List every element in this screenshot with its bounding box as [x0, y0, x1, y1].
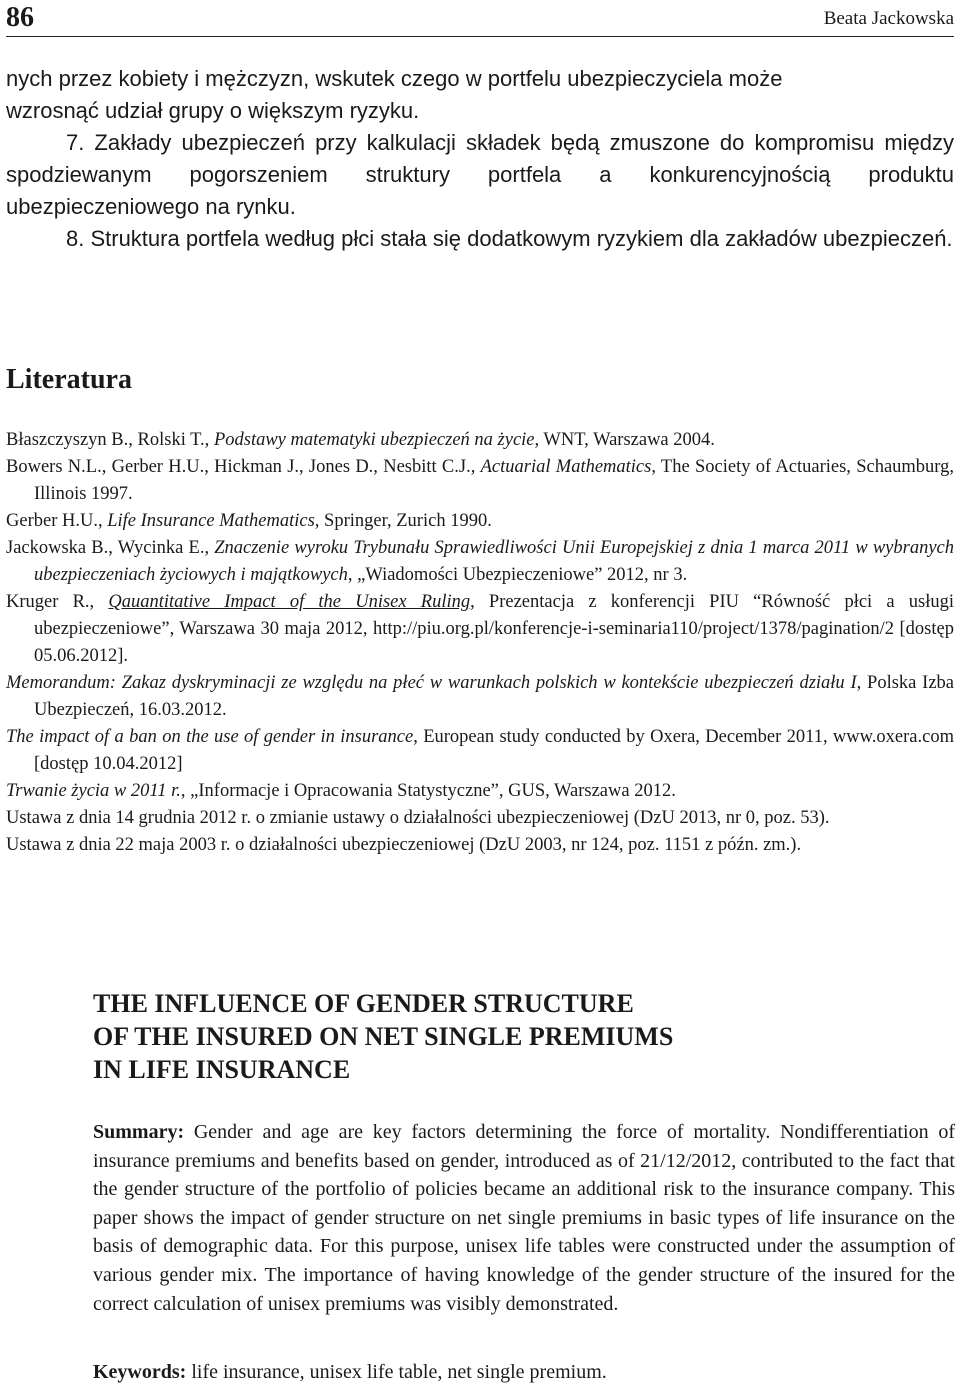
- keywords-line: [93, 1358, 607, 1386]
- summary-label: Summary:: [93, 1121, 185, 1143]
- running-header: [6, 0, 954, 37]
- reference-item: Bowers N.L., Gerber H.U., Hickman J., Jones D., Nesbitt C.J., Actuarial Mathematics, The Society of Actuaries, Schaumburg, Illinois 1997.: [6, 457, 954, 504]
- reference-list: [6, 427, 954, 859]
- running-author: Beata Jackowska: [823, 8, 954, 29]
- english-title-line: IN LIFE INSURANCE: [93, 1055, 351, 1084]
- reference-item: Kruger R., Qauantitative Impact of the Unisex Ruling, Prezentacja z konferencji PIU “Równość płci a usługi ubezpieczeniowe”, Warszawa 30 maja 2012, http://piu.org.pl/konferencje-i-seminaria110/project/1378/pagination/2 [dostęp 05.06.2012].: [6, 592, 954, 666]
- list-item-8: 8. Struktura portfela według płci stała się dodatkowym ryzykiem dla zakładów ubezpieczeń.: [66, 226, 953, 251]
- reference-item: Ustawa z dnia 22 maja 2003 r. o działalności ubezpieczeniowej (DzU 2003, nr 124, poz. 1151 z późn. zm.).: [6, 835, 802, 855]
- reference-item: The impact of a ban on the use of gender in insurance, European study conducted by Oxera, December 2011, www.oxera.com [dostęp 10.04.2012]: [6, 727, 954, 774]
- reference-item: Jackowska B., Wycinka E., Znaczenie wyroku Trybunału Sprawiedliwości Unii Europejskiej z dnia 1 marca 2011 w wybranych ubezpieczeniach życiowych i majątkowych, „Wiadomości Ubezpieczeniowe” 2012, nr 3.: [6, 538, 954, 585]
- english-title-line: THE INFLUENCE OF GENDER STRUCTURE: [93, 989, 634, 1018]
- summary-text: Gender and age are key factors determining the force of mortality. Nondifferentiation of insurance premiums and benefits based on gender, introduced as of 21/12/2012, contributed to the fact that the gender structure of the portfolio of policies became an additional risk to the insurance company. This paper shows the impact of gender structure on net single premiums in basic types of life insurance on the basis of demographic data. For this purpose, unisex life tables were constructed under the assumption of various gender mix. The importance of having knowledge of the gender structure of the insured for the correct calculation of unisex premiums was visibly demonstrated.: [93, 1121, 955, 1315]
- summary-paragraph: [93, 1118, 955, 1318]
- reference-item: Memorandum: Zakaz dyskryminacji ze względu na płeć w warunkach polskich w kontekście ubezpieczeń działu I, Polska Izba Ubezpieczeń, 16.03.2012.: [6, 673, 954, 720]
- paragraph-line: wzrosnąć udział grupy o większym ryzyku.: [6, 98, 420, 123]
- paragraph-line: nych przez kobiety i mężczyzn, wskutek czego w portfelu ubezpieczyciela może: [6, 66, 783, 91]
- english-title: [93, 987, 673, 1086]
- section-title-literatura: Literatura: [6, 364, 132, 395]
- reference-item: Ustawa z dnia 14 grudnia 2012 r. o zmianie ustawy o działalności ubezpieczeniowej (DzU 2013, nr 0, poz. 53).: [6, 808, 830, 828]
- page-number: 86: [6, 2, 34, 33]
- keywords-text: life insurance, unisex life table, net single premium.: [186, 1361, 607, 1383]
- list-item-7: 7. Zakłady ubezpieczeń przy kalkulacji składek będą zmuszone do kompromisu między spodziewanym pogorszeniem struktury portfela a konkurencyjnością produktu ubezpieczeniowego na rynku.: [6, 130, 954, 219]
- reference-item: Trwanie życia w 2011 r., „Informacje i Opracowania Statystyczne”, GUS, Warszawa 2012.: [6, 781, 676, 801]
- reference-item: Błaszczyszyn B., Rolski T., Podstawy matematyki ubezpieczeń na życie, WNT, Warszawa 2004.: [6, 430, 715, 450]
- body-text: [6, 63, 954, 255]
- reference-item: Gerber H.U., Life Insurance Mathematics, Springer, Zurich 1990.: [6, 511, 492, 531]
- english-title-line: OF THE INSURED ON NET SINGLE PREMIUMS: [93, 1022, 674, 1051]
- keywords-label: Keywords:: [93, 1361, 187, 1383]
